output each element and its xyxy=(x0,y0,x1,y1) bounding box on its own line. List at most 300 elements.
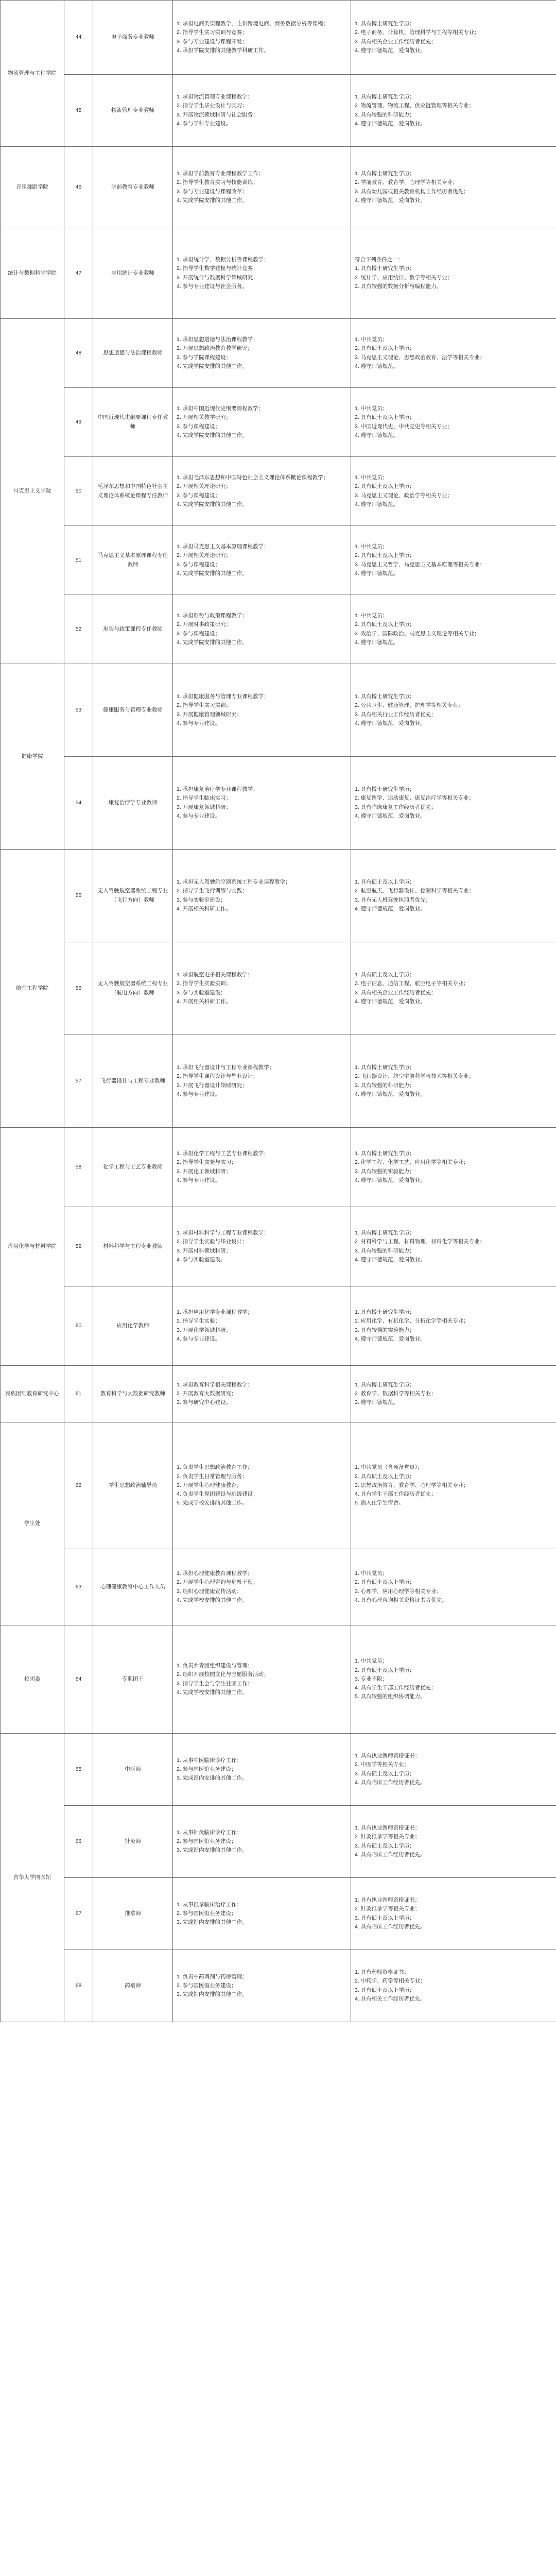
duties-cell xyxy=(173,1,351,75)
position-name: 健康服务与管理专业教师 xyxy=(93,664,173,757)
requirements-cell-line: 1. 具有博士研究生学历； xyxy=(355,1064,415,1071)
duties-cell-line: 4. 完成学院安排的其他工作。 xyxy=(177,639,248,646)
position-number: 57 xyxy=(64,1035,93,1128)
table-row xyxy=(1,757,556,850)
requirements-cell-line: 1. 具有药师资格证书； xyxy=(355,1969,410,1975)
requirements-cell-line: 3. 具有硕士及以上学历； xyxy=(355,1914,415,1921)
duties-cell-line: 3. 开展康复领域科研； xyxy=(177,804,232,810)
position-number: 44 xyxy=(64,1,93,75)
duties-cell-line: 1. 承担康复治疗学专业课程教学； xyxy=(177,786,258,792)
requirements-cell xyxy=(351,1366,556,1422)
requirements-cell-line: 4. 遵守师德规范，爱岗敬业。 xyxy=(355,47,426,54)
requirements-cell-line: 1. 具有博士研究生学历； xyxy=(355,20,415,27)
duties-cell-line: 2. 开展思想政治教育教学研究； xyxy=(177,345,253,352)
duties-cell-line: 1. 承担健康服务与管理专业课程教学； xyxy=(177,693,269,700)
requirements-cell-line: 1. 具有博士研究生学历； xyxy=(355,265,415,272)
duties-cell-line: 4. 参与学科专业建设。 xyxy=(177,120,232,127)
position-number: 48 xyxy=(64,319,93,388)
requirements-cell-line: 3. 具有临床康复工作经历者优先； xyxy=(355,804,437,810)
duties-cell-line: 2. 负责学生日常管理与服务； xyxy=(177,1473,248,1480)
table-row xyxy=(1,1878,556,1950)
table-body xyxy=(1,1,556,2022)
requirements-cell-line: 1. 具有博士研究生学历； xyxy=(355,693,415,700)
duties-cell xyxy=(173,850,351,942)
requirements-cell-line: 2. 航空航天、飞行器设计、控制科学等相关专业； xyxy=(355,888,475,894)
requirements-cell-line: 2. 中医学等相关专业； xyxy=(355,1761,410,1768)
duties-cell-line: 2. 指导学生飞行训练与实践； xyxy=(177,888,248,894)
position-number: 59 xyxy=(64,1207,93,1286)
requirements-cell-line: 1. 中共党员； xyxy=(355,612,388,619)
duties-cell xyxy=(173,1625,351,1734)
duties-cell-line: 1. 承担材料科学与工程专业课程教学； xyxy=(177,1229,269,1236)
duties-cell-line: 3. 参与课程建设； xyxy=(177,561,221,568)
duties-cell-line: 3. 参与学院课程建设； xyxy=(177,354,232,361)
duties-cell-line: 2. 指导学生毕业设计与实习； xyxy=(177,103,248,109)
duties-cell xyxy=(173,1286,351,1366)
requirements-cell-line: 4. 具有临床工作经历者优先。 xyxy=(355,1851,426,1858)
position-number: 66 xyxy=(64,1806,93,1878)
requirements-cell-line: 4. 具有临床工作经历者优先。 xyxy=(355,1779,426,1786)
requirements-cell-line: 2. 具有硕士及以上学历； xyxy=(355,1579,415,1586)
duties-cell-line: 4. 完成学院安排的其他工作。 xyxy=(177,363,248,369)
table-row xyxy=(1,1734,556,1806)
duties-cell-line: 2. 开展相关教学研究； xyxy=(177,414,232,421)
position-number: 64 xyxy=(64,1625,93,1734)
position-name: 学前教育专业教师 xyxy=(93,147,173,228)
requirements-cell xyxy=(351,1207,556,1286)
requirements-cell-line: 2. 具有硕士及以上学历； xyxy=(355,483,415,490)
department-cell: 物流管理与工程学院 xyxy=(1,1,64,147)
requirements-cell-line: 1. 中共党员； xyxy=(355,336,388,343)
duties-cell-line: 3. 开展飞行器设计领域研究； xyxy=(177,1082,248,1089)
duties-cell xyxy=(173,1207,351,1286)
position-name: 材料科学与工程专业教师 xyxy=(93,1207,173,1286)
duties-cell xyxy=(173,1035,351,1128)
requirements-cell-line: 1. 具有执业医师资格证书； xyxy=(355,1896,421,1903)
requirements-cell-line: 2. 电子商务、计算机、管理科学与工程等相关专业； xyxy=(355,29,480,36)
duties-cell-line: 1. 从事针灸临床诊疗工作； xyxy=(177,1829,242,1836)
requirements-cell-line: 2. 具有硕士及以上学历； xyxy=(355,621,415,628)
requirements-cell-line: 2. 电子信息、通信工程、航空电子等相关专业； xyxy=(355,980,469,987)
duties-cell xyxy=(173,1806,351,1878)
duties-cell-line: 2. 开展教育大数据研究； xyxy=(177,1390,237,1397)
table-row xyxy=(1,1549,556,1625)
requirements-cell-line: 3. 具有较强的科研能力； xyxy=(355,1082,415,1089)
duties-cell-line: 1. 承担学前教育专业课程教学工作； xyxy=(177,170,264,177)
duties-cell xyxy=(173,1422,351,1549)
table-row xyxy=(1,664,556,757)
duties-cell-line: 5. 完成学校安排的其他工作。 xyxy=(177,1500,248,1506)
requirements-cell-line: 3. 专业不限； xyxy=(355,1675,388,1682)
duties-cell-line: 4. 开展相关科研工作。 xyxy=(177,998,232,1005)
requirements-cell-line: 2. 针灸推拿学等相关专业； xyxy=(355,1834,421,1840)
position-number: 67 xyxy=(64,1878,93,1950)
duties-cell-line: 3. 开展材料领域科研； xyxy=(177,1247,232,1254)
duties-cell-line: 2. 参与国医馆业务建设； xyxy=(177,1838,237,1844)
duties-cell-line: 4. 完成学院安排的其他工作。 xyxy=(177,570,248,577)
position-number: 47 xyxy=(64,228,93,319)
position-name: 马克思主义基本原理课程专任教师 xyxy=(93,526,173,595)
requirements-cell-line: 2. 物流管理、物流工程、供应链管理等相关专业； xyxy=(355,103,475,109)
requirements-cell-line: 1. 具有博士研究生学历； xyxy=(355,93,415,100)
duties-cell-line: 2. 开展学生心理咨询与危机干预； xyxy=(177,1579,258,1586)
position-name: 专职团干 xyxy=(93,1625,173,1734)
requirements-cell-line: 2. 公共卫生、健康管理、护理学等相关专业； xyxy=(355,702,464,709)
position-name: 应用统计专业教师 xyxy=(93,228,173,319)
duties-cell-line: 4. 完成学校安排的其他工作。 xyxy=(177,1597,248,1603)
requirements-cell-line: 符合下列条件之一： xyxy=(355,256,404,263)
duties-cell-line: 3. 开展化学领域科研； xyxy=(177,1327,232,1333)
position-name: 药剂师 xyxy=(93,1950,173,2022)
duties-cell xyxy=(173,664,351,757)
table-row xyxy=(1,1806,556,1878)
duties-cell-line: 1. 承担形势与政策课程教学； xyxy=(177,612,248,619)
position-name: 心理健康教育中心工作人员 xyxy=(93,1549,173,1625)
position-number: 53 xyxy=(64,664,93,757)
position-number: 65 xyxy=(64,1734,93,1806)
duties-cell-line: 3. 参与实验室建设； xyxy=(177,896,226,903)
duties-cell-line: 1. 承担物流管理专业课程教学； xyxy=(177,93,253,100)
position-name: 康复治疗学专业教师 xyxy=(93,757,173,850)
requirements-cell-line: 1. 具有博士研究生学历； xyxy=(355,170,415,177)
duties-cell-line: 4. 负责学生党团建设与班级建设； xyxy=(177,1491,258,1498)
table-row xyxy=(1,388,556,457)
table-row xyxy=(1,942,556,1035)
position-number: 61 xyxy=(64,1366,93,1422)
requirements-cell-line: 1. 具有博士研究生学历； xyxy=(355,1309,415,1315)
position-name: 针灸师 xyxy=(93,1806,173,1878)
duties-cell-line: 1. 承担无人驾驶航空器系统工程专业课程教学； xyxy=(177,878,291,885)
requirements-cell-line: 2. 飞行器设计、航空宇航科学与技术等相关专业； xyxy=(355,1073,475,1080)
requirements-cell-line: 3. 具有相关行业工作经历者优先； xyxy=(355,711,437,718)
duties-cell-line: 1. 承担思想道德与法治课程教学； xyxy=(177,336,258,343)
requirements-cell-line: 4. 遵守师德规范。 xyxy=(355,639,399,646)
duties-cell-line: 1. 承担化学工程与工艺专业课程教学； xyxy=(177,1150,269,1157)
position-name: 形势与政策课程专任教师 xyxy=(93,595,173,664)
duties-cell xyxy=(173,1734,351,1806)
duties-cell-line: 1. 负责共青团组织建设与管理； xyxy=(177,1662,253,1669)
position-name: 教育科学与大数据研究教师 xyxy=(93,1366,173,1422)
duties-cell xyxy=(173,75,351,147)
requirements-cell-line: 2. 具有硕士及以上学历； xyxy=(355,552,415,559)
requirements-cell-line: 3. 具有相关企业工作经历者优先； xyxy=(355,989,437,996)
duties-cell-line: 4. 参与专业建设。 xyxy=(177,1177,221,1183)
requirements-cell xyxy=(351,1549,556,1625)
requirements-cell xyxy=(351,1128,556,1207)
requirements-cell-line: 1. 具有博士研究生学历； xyxy=(355,1381,415,1388)
duties-cell-line: 1. 承担毛泽东思想和中国特色社会主义理论体系概论课程教学； xyxy=(177,474,329,481)
requirements-cell-line: 3. 具有硕士及以上学历； xyxy=(355,1770,415,1777)
department-cell: 统计与数据科学学院 xyxy=(1,228,64,319)
duties-cell-line: 2. 开展相关理论研究； xyxy=(177,483,232,490)
table-row xyxy=(1,1207,556,1286)
requirements-cell-line: 1. 中共党员； xyxy=(355,1658,388,1665)
duties-cell-line: 3. 组织心理健康宣传活动； xyxy=(177,1588,242,1595)
duties-cell-line: 3. 开展化工领域科研； xyxy=(177,1168,232,1175)
duties-cell-line: 2. 指导学生实验实训； xyxy=(177,980,232,987)
position-name: 思想道德与法治课程教师 xyxy=(93,319,173,388)
duties-cell-line: 3. 完成馆内安排的其他工作。 xyxy=(177,1919,248,1926)
duties-cell-line: 2. 指导学生实习实训； xyxy=(177,702,232,709)
position-name: 无人驾驶航空器系统工程专业（飞行方向）教师 xyxy=(93,850,173,942)
position-name: 应用化学教师 xyxy=(93,1286,173,1366)
requirements-cell-line: 3. 具有相关企业工作经历者优先； xyxy=(355,38,437,45)
requirements-cell-line: 3. 具有较强的数据分析与编程能力。 xyxy=(355,283,442,290)
duties-cell-line: 3. 参与实验室建设； xyxy=(177,989,226,996)
duties-cell-line: 3. 开展学生心理健康教育； xyxy=(177,1482,242,1488)
duties-cell xyxy=(173,1950,351,2022)
duties-cell-line: 4. 参与专业建设。 xyxy=(177,720,221,726)
requirements-cell-line: 1. 具有博士研究生学历； xyxy=(355,1150,415,1157)
requirements-cell-line: 1. 中共党员； xyxy=(355,543,388,550)
position-name: 推拿师 xyxy=(93,1878,173,1950)
requirements-cell xyxy=(351,1878,556,1950)
requirements-cell-line: 4. 具有学生干部工作经历者优先； xyxy=(355,1491,437,1498)
requirements-cell xyxy=(351,319,556,388)
duties-cell-line: 3. 完成馆内安排的其他工作。 xyxy=(177,1991,248,1998)
duties-cell-line: 3. 参与课程建设； xyxy=(177,492,221,499)
requirements-cell-line: 1. 中共党员； xyxy=(355,1570,388,1577)
position-number: 45 xyxy=(64,75,93,147)
requirements-cell-line: 3. 中国近现代史、中共党史等相关专业； xyxy=(355,423,453,430)
duties-cell-line: 1. 承担中国近现代史纲要课程教学； xyxy=(177,405,264,412)
duties-cell xyxy=(173,1878,351,1950)
duties-cell-line: 2. 开展时事政策研究； xyxy=(177,621,232,628)
table-row xyxy=(1,75,556,147)
department-cell: 应用化学与材料学院 xyxy=(1,1128,64,1366)
table-row xyxy=(1,1422,556,1549)
duties-cell-line: 2. 开展相关理论研究； xyxy=(177,552,232,559)
requirements-cell xyxy=(351,1035,556,1128)
duties-cell-line: 3. 参与专业建设与课程改革； xyxy=(177,188,248,195)
duties-cell-line: 3. 指导学生会与学生社团工作； xyxy=(177,1680,253,1687)
duties-cell-line: 4. 承担学院安排的其他教学科研工作。 xyxy=(177,47,269,54)
position-number: 50 xyxy=(64,457,93,526)
duties-cell-line: 1. 负责中药调剂与药房管理； xyxy=(177,1973,248,1980)
requirements-cell-line: 3. 具有较强的实验能力； xyxy=(355,1168,415,1175)
requirements-cell-line: 4. 遵守师德规范，爱岗敬业。 xyxy=(355,812,426,819)
duties-cell-line: 3. 参与专业建设与课程开发； xyxy=(177,38,248,45)
duties-cell-line: 3. 参与课程建设； xyxy=(177,423,221,430)
requirements-cell xyxy=(351,1,556,75)
duties-cell xyxy=(173,228,351,319)
requirements-cell-line: 3. 马克思主义哲学、马克思主义基本原理等相关专业； xyxy=(355,561,485,568)
requirements-cell-line: 2. 具有硕士及以上学历； xyxy=(355,345,415,352)
requirements-cell-line: 4. 遵守师德规范，爱岗敬业。 xyxy=(355,1091,426,1097)
duties-cell-line: 2. 指导学生课程设计与毕业设计； xyxy=(177,1073,258,1080)
requirements-cell-line: 1. 具有硕士及以上学历； xyxy=(355,878,415,885)
position-number: 54 xyxy=(64,757,93,850)
requirements-cell-line: 4. 遵守师德规范，爱岗敬业。 xyxy=(355,1335,426,1342)
requirements-cell-line: 1. 具有博士研究生学历； xyxy=(355,1229,415,1236)
requirements-cell xyxy=(351,664,556,757)
table-row xyxy=(1,1366,556,1422)
requirements-cell-line: 4. 遵守师德规范。 xyxy=(355,501,399,507)
table-row xyxy=(1,147,556,228)
department-cell: 校团委 xyxy=(1,1625,64,1734)
requirements-cell-line: 3. 具有较强的科研能力； xyxy=(355,1247,415,1254)
requirements-cell-line: 4. 遵守师德规范，爱岗敬业。 xyxy=(355,1256,426,1263)
requirements-cell-line: 3. 具有较强的实验能力； xyxy=(355,1327,415,1333)
table-row xyxy=(1,457,556,526)
duties-cell-line: 1. 承担心理健康教育课程教学； xyxy=(177,1570,253,1577)
position-number: 46 xyxy=(64,147,93,228)
requirements-cell xyxy=(351,388,556,457)
duties-cell-line: 4. 参与专业建设。 xyxy=(177,812,221,819)
requirements-cell xyxy=(351,147,556,228)
duties-cell-line: 1. 负责学生思想政治教育工作； xyxy=(177,1464,253,1471)
department-cell: 马克思主义学院 xyxy=(1,319,64,664)
duties-cell-line: 4. 参与实验室建设。 xyxy=(177,1256,226,1263)
requirements-cell xyxy=(351,228,556,319)
requirements-cell-line: 3. 马克思主义理论、政治学等相关专业； xyxy=(355,492,453,499)
position-number: 56 xyxy=(64,942,93,1035)
duties-cell-line: 4. 参与专业建设。 xyxy=(177,1091,221,1097)
duties-cell xyxy=(173,147,351,228)
duties-cell-line: 4. 完成学院安排的其他工作。 xyxy=(177,197,248,204)
duties-cell-line: 4. 完成学院安排的其他工作。 xyxy=(177,501,248,507)
duties-cell-line: 2. 指导学生实验； xyxy=(177,1318,221,1325)
position-name: 电子商务专业教师 xyxy=(93,1,173,75)
duties-cell-line: 1. 从事中医临床诊疗工作； xyxy=(177,1757,242,1764)
requirements-cell-line: 3. 政治学、国际政治、马克思主义理论等相关专业； xyxy=(355,630,480,637)
requirements-cell-line: 4. 具有心理咨询相关资格证书者优先。 xyxy=(355,1597,447,1603)
requirements-cell-line: 2. 教育学、数据科学等相关专业； xyxy=(355,1390,437,1397)
department-cell: 健康学院 xyxy=(1,664,64,850)
requirements-cell-line: 4. 遵守师德规范。 xyxy=(355,363,399,369)
requirements-cell-line: 1. 具有执业医师资格证书； xyxy=(355,1752,421,1759)
position-name: 毛泽东思想和中国特色社会主义理论体系概论课程专任教师 xyxy=(93,457,173,526)
table-row xyxy=(1,1,556,75)
position-number: 62 xyxy=(64,1422,93,1549)
department-cell: 学生处 xyxy=(1,1422,64,1625)
requirements-cell xyxy=(351,1734,556,1806)
requirements-cell-line: 1. 中共党员（含预备党员）； xyxy=(355,1464,423,1471)
duties-cell-line: 1. 承担统计学、数据分析等课程教学； xyxy=(177,256,269,263)
requirements-cell-line: 2. 具有硕士及以上学历； xyxy=(355,414,415,421)
duties-cell-line: 2. 指导学生实习实训与竞赛； xyxy=(177,29,248,36)
department-cell: 航空工程学院 xyxy=(1,850,64,1128)
duties-cell xyxy=(173,595,351,664)
table-row xyxy=(1,595,556,664)
duties-cell xyxy=(173,1549,351,1625)
requirements-cell xyxy=(351,1422,556,1549)
duties-cell-line: 4. 参与专业建设与社会服务。 xyxy=(177,283,248,290)
duties-cell-line: 2. 指导学生教育实习与技能训练； xyxy=(177,179,258,186)
requirements-cell-line: 1. 具有硕士及以上学历； xyxy=(355,971,415,978)
position-name: 飞行器设计与工程专业教师 xyxy=(93,1035,173,1128)
requirements-cell-line: 4. 遵守师德规范，爱岗敬业。 xyxy=(355,998,426,1005)
requirements-cell xyxy=(351,526,556,595)
duties-cell-line: 1. 承担应用化学专业课程教学； xyxy=(177,1309,253,1315)
duties-cell-line: 3. 参与课程建设； xyxy=(177,630,221,637)
requirements-cell-line: 4. 遵守师德规范，爱岗敬业。 xyxy=(355,120,426,127)
duties-cell-line: 3. 开展统计与数据科学领域研究； xyxy=(177,274,258,281)
requirements-cell-line: 4. 具有学生干部工作经历者优先； xyxy=(355,1685,437,1691)
requirements-cell-line: 1. 具有执业医师资格证书； xyxy=(355,1824,421,1831)
requirements-cell-line: 2. 统计学、应用统计、数学等相关专业； xyxy=(355,274,453,281)
requirements-cell-line: 5. 具有较强的组织协调能力。 xyxy=(355,1693,426,1700)
duties-cell-line: 2. 参与国医馆业务建设； xyxy=(177,1910,237,1917)
duties-cell-line: 1. 承担航空电子相关课程教学； xyxy=(177,971,253,978)
requirements-cell-line: 2. 具有硕士及以上学历； xyxy=(355,1667,415,1673)
duties-cell xyxy=(173,1366,351,1422)
position-number: 51 xyxy=(64,526,93,595)
requirements-cell-line: 1. 具有博士研究生学历； xyxy=(355,786,415,792)
requirements-cell-line: 4. 具有临床工作经历者优先。 xyxy=(355,1923,426,1930)
position-number: 63 xyxy=(64,1549,93,1625)
requirements-cell-line: 2. 应用化学、有机化学、分析化学等相关专业； xyxy=(355,1318,469,1325)
position-number: 58 xyxy=(64,1128,93,1207)
requirements-cell-line: 5. 需入住学生宿舍。 xyxy=(355,1500,404,1506)
duties-cell-line: 4. 开展相关科研工作。 xyxy=(177,905,232,912)
requirements-cell-line: 4. 遵守师德规范，爱岗敬业。 xyxy=(355,905,426,912)
duties-cell-line: 3. 完成馆内安排的其他工作。 xyxy=(177,1775,248,1782)
position-number: 60 xyxy=(64,1286,93,1366)
requirements-cell-line: 2. 化学工程、化学工艺、应用化学等相关专业； xyxy=(355,1159,469,1166)
position-name: 化学工程与工艺专业教师 xyxy=(93,1128,173,1207)
requirements-cell-line: 4. 遵守师德规范，爱岗敬业。 xyxy=(355,720,426,726)
duties-cell xyxy=(173,942,351,1035)
requirements-cell-line: 3. 心理学、应用心理学等相关专业； xyxy=(355,1588,442,1595)
duties-cell-line: 2. 指导学生数学建模与统计竞赛； xyxy=(177,265,258,272)
requirements-cell-line: 2. 针灸推拿学等相关专业； xyxy=(355,1906,421,1912)
requirements-cell xyxy=(351,457,556,526)
requirements-cell-line: 2. 具有硕士及以上学历； xyxy=(355,1473,415,1480)
requirements-cell-line: 3. 具有幼儿园或相关教育机构工作经历者优先； xyxy=(355,188,469,195)
table-row xyxy=(1,1950,556,2022)
requirements-cell-line: 3. 遵守师德规范。 xyxy=(355,1399,399,1406)
table-row xyxy=(1,1035,556,1128)
table-row xyxy=(1,1286,556,1366)
position-name: 中国近现代史纲要课程专任教师 xyxy=(93,388,173,457)
requirements-cell-line: 4. 遵守师德规范，爱岗敬业。 xyxy=(355,1177,426,1183)
duties-cell-line: 1. 承担教育科学相关课程教学； xyxy=(177,1381,253,1388)
duties-cell-line: 2. 指导学生实验与毕业设计； xyxy=(177,1239,248,1245)
requirements-cell-line: 3. 具有较强的科研能力； xyxy=(355,111,415,118)
requirements-cell xyxy=(351,1286,556,1366)
requirements-cell-line: 3. 具有硕士及以上学历； xyxy=(355,1842,415,1849)
duties-cell-line: 3. 参与研究中心建设。 xyxy=(177,1399,232,1406)
duties-cell-line: 2. 组织开展校园文化与志愿服务活动； xyxy=(177,1671,269,1678)
requirements-cell xyxy=(351,1625,556,1734)
position-name: 无人驾驶航空器系统工程专业（航电方向）教师 xyxy=(93,942,173,1035)
duties-cell xyxy=(173,319,351,388)
position-number: 49 xyxy=(64,388,93,457)
requirements-cell xyxy=(351,1806,556,1878)
requirements-cell xyxy=(351,75,556,147)
requirements-cell-line: 4. 遵守师德规范。 xyxy=(355,432,399,438)
requirements-cell xyxy=(351,1950,556,2022)
position-number: 68 xyxy=(64,1950,93,2022)
duties-cell-line: 4. 完成学院安排的其他工作。 xyxy=(177,432,248,438)
department-cell: 音乐舞蹈学院 xyxy=(1,147,64,228)
duties-cell-line: 2. 指导学生临床实习； xyxy=(177,795,232,802)
table-row xyxy=(1,1128,556,1207)
duties-cell-line: 2. 参与国医馆业务建设； xyxy=(177,1766,237,1772)
table-row xyxy=(1,850,556,942)
duties-cell-line: 4. 参与专业建设。 xyxy=(177,1335,221,1342)
position-name: 学生思想政治辅导员 xyxy=(93,1422,173,1549)
requirements-cell-line: 2. 学前教育、教育学、心理学等相关专业； xyxy=(355,179,458,186)
requirements-cell xyxy=(351,942,556,1035)
requirements-cell-line: 2. 中药学、药学等相关专业； xyxy=(355,1978,426,1985)
position-number: 52 xyxy=(64,595,93,664)
duties-cell-line: 1. 承担飞行器设计与工程专业课程教学； xyxy=(177,1064,275,1071)
position-name: 物流管理专业教师 xyxy=(93,75,173,147)
requirements-cell-line: 3. 马克思主义理论、思想政治教育、法学等相关专业； xyxy=(355,354,485,361)
table-row xyxy=(1,319,556,388)
